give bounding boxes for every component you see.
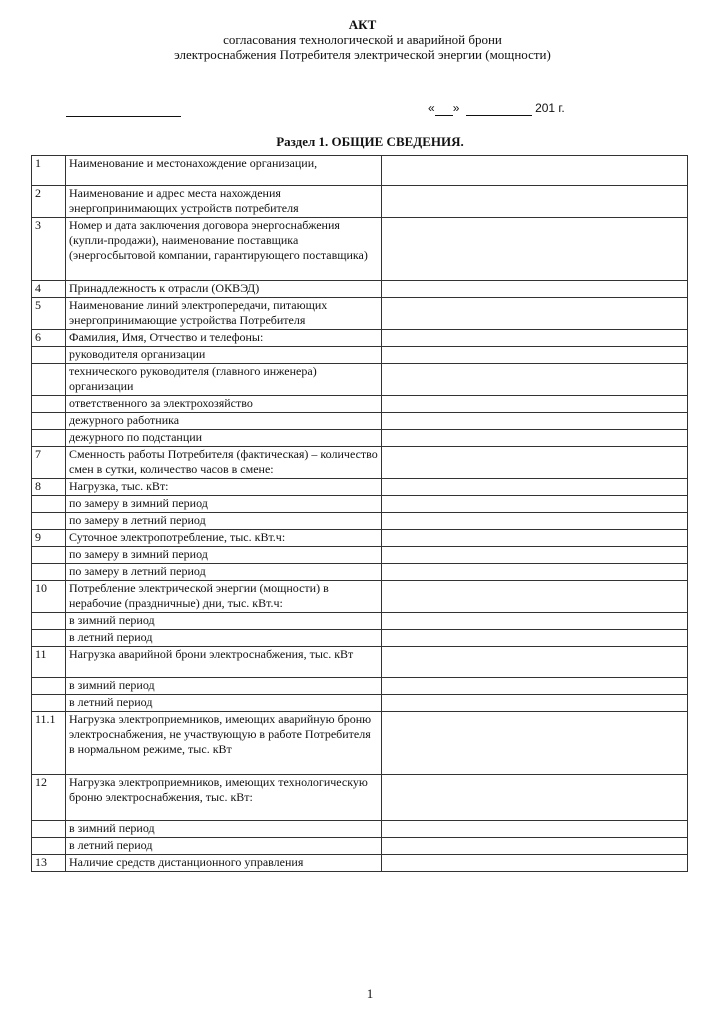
row-value-cell[interactable]: [382, 547, 688, 564]
row-number: 4: [32, 281, 66, 298]
table-row: [32, 695, 688, 712]
row-label: Суточное электропотребление, тыс. кВт.ч:: [66, 530, 382, 547]
table-row: [32, 298, 688, 330]
table-row: [32, 364, 688, 396]
row-label: по замеру в летний период: [66, 513, 382, 530]
row-value-cell[interactable]: [382, 838, 688, 855]
row-label: Сменность работы Потребителя (фактическая) – количество смен в сутки, количество часов в смене:: [66, 447, 382, 479]
year-text: 201 г.: [535, 101, 565, 115]
row-label: в летний период: [66, 630, 382, 647]
quote-open: «: [428, 101, 435, 115]
row-number: [32, 838, 66, 855]
table-row: [32, 430, 688, 447]
place-blank-line: [66, 103, 181, 117]
row-number: 9: [32, 530, 66, 547]
table-row: [32, 479, 688, 496]
row-value-cell[interactable]: [382, 479, 688, 496]
row-label: ответственного за электрохозяйство: [66, 396, 382, 413]
table-row: [32, 447, 688, 479]
table-row: [32, 630, 688, 647]
day-blank: [435, 103, 453, 116]
row-label: дежурного работника: [66, 413, 382, 430]
row-value-cell[interactable]: [382, 630, 688, 647]
row-label: в летний период: [66, 695, 382, 712]
row-label: Нагрузка аварийной брони электроснабжения, тыс. кВт: [66, 647, 382, 678]
row-number: [32, 513, 66, 530]
row-label: Наименование и адрес места нахождения энергопринимающих устройств потребителя: [66, 186, 382, 218]
table-row: [32, 330, 688, 347]
row-label: в зимний период: [66, 678, 382, 695]
row-value-cell[interactable]: [382, 712, 688, 775]
table-row: [32, 218, 688, 281]
row-number: [32, 547, 66, 564]
row-label: по замеру в летний период: [66, 564, 382, 581]
table-row: [32, 838, 688, 855]
table-row: [32, 347, 688, 364]
row-value-cell[interactable]: [382, 281, 688, 298]
row-label: Нагрузка электроприемников, имеющих технологическую броню электроснабжения, тыс. кВт:: [66, 775, 382, 821]
row-value-cell[interactable]: [382, 855, 688, 872]
row-value-cell[interactable]: [382, 447, 688, 479]
section-title: Раздел 1. ОБЩИЕ СВЕДЕНИЯ.: [276, 134, 464, 149]
row-number: [32, 347, 66, 364]
row-label: Потребление электрической энергии (мощности) в нерабочие (праздничные) дни, тыс. кВт.ч:: [66, 581, 382, 613]
row-value-cell[interactable]: [382, 396, 688, 413]
row-label: руководителя организации: [66, 347, 382, 364]
table-row: [32, 581, 688, 613]
row-number: 10: [32, 581, 66, 613]
row-label: дежурного по подстанции: [66, 430, 382, 447]
row-value-cell[interactable]: [382, 775, 688, 821]
table-row: [32, 613, 688, 630]
row-number: 1: [32, 156, 66, 186]
table-row: [32, 413, 688, 430]
row-number: [32, 413, 66, 430]
quote-close: »: [452, 101, 460, 115]
row-number: 8: [32, 479, 66, 496]
row-label: Наименование линий электропередачи, питающих энергопринимающие устройства Потребителя: [66, 298, 382, 330]
row-value-cell[interactable]: [382, 364, 688, 396]
row-value-cell[interactable]: [382, 347, 688, 364]
row-label: Номер и дата заключения договора энергоснабжения (купли-продажи), наименование поставщика (энергосбытовой компании, гарантирующего поставщика): [66, 218, 382, 281]
table-row: [32, 496, 688, 513]
general-info-table-body: [32, 156, 688, 872]
row-number: [32, 678, 66, 695]
table-row: [32, 186, 688, 218]
row-value-cell[interactable]: [382, 330, 688, 347]
row-number: [32, 613, 66, 630]
table-row: [32, 530, 688, 547]
row-number: [32, 695, 66, 712]
table-row: [32, 775, 688, 821]
row-number: 6: [32, 330, 66, 347]
row-value-cell[interactable]: [382, 186, 688, 218]
table-row: [32, 712, 688, 775]
row-value-cell[interactable]: [382, 564, 688, 581]
doc-subtitle-line-2: электроснабжения Потребителя электрической энергии (мощности): [174, 47, 551, 62]
row-number: [32, 396, 66, 413]
row-label: в зимний период: [66, 821, 382, 838]
row-number: 11.1: [32, 712, 66, 775]
row-value-cell[interactable]: [382, 298, 688, 330]
doc-subtitle-line-1: согласования технологической и аварийной брони: [223, 32, 502, 47]
row-value-cell[interactable]: [382, 695, 688, 712]
row-value-cell[interactable]: [382, 581, 688, 613]
row-value-cell[interactable]: [382, 430, 688, 447]
table-row: [32, 513, 688, 530]
table-row: [32, 678, 688, 695]
row-label: технического руководителя (главного инженера) организации: [66, 364, 382, 396]
row-number: 2: [32, 186, 66, 218]
row-number: 12: [32, 775, 66, 821]
table-row: [32, 396, 688, 413]
row-number: 13: [32, 855, 66, 872]
row-value-cell[interactable]: [382, 156, 688, 186]
row-label: Нагрузка электроприемников, имеющих аварийную броню электроснабжения, не участвующую в работе Потребителя в нормальном режиме, тыс. кВт: [66, 712, 382, 775]
row-label: Наличие средств дистанционного управления: [66, 855, 382, 872]
table-row: [32, 547, 688, 564]
date-line: [428, 101, 565, 116]
row-number: 5: [32, 298, 66, 330]
row-number: [32, 821, 66, 838]
row-number: [32, 430, 66, 447]
row-number: 3: [32, 218, 66, 281]
page-number: 1: [366, 986, 374, 1001]
row-label: по замеру в зимний период: [66, 547, 382, 564]
row-value-cell[interactable]: [382, 218, 688, 281]
table-row: [32, 821, 688, 838]
table-row: [32, 855, 688, 872]
table-row: [32, 281, 688, 298]
month-blank: [466, 103, 532, 116]
row-label: по замеру в зимний период: [66, 496, 382, 513]
row-value-cell[interactable]: [382, 678, 688, 695]
row-number: 7: [32, 447, 66, 479]
row-label: Нагрузка, тыс. кВт:: [66, 479, 382, 496]
row-number: [32, 496, 66, 513]
row-value-cell[interactable]: [382, 530, 688, 547]
row-label: в летний период: [66, 838, 382, 855]
row-value-cell[interactable]: [382, 821, 688, 838]
row-value-cell[interactable]: [382, 413, 688, 430]
row-number: [32, 364, 66, 396]
general-info-table: [31, 155, 688, 872]
row-label: Наименование и местонахождение организации,: [66, 156, 382, 186]
doc-title: АКТ: [348, 17, 377, 32]
row-number: [32, 564, 66, 581]
table-row: [32, 564, 688, 581]
row-value-cell[interactable]: [382, 647, 688, 678]
table-row: [32, 647, 688, 678]
row-value-cell[interactable]: [382, 613, 688, 630]
row-number: [32, 630, 66, 647]
row-label: Принадлежность к отрасли (ОКВЭД): [66, 281, 382, 298]
row-label: в зимний период: [66, 613, 382, 630]
row-number: 11: [32, 647, 66, 678]
row-value-cell[interactable]: [382, 496, 688, 513]
row-label: Фамилия, Имя, Отчество и телефоны:: [66, 330, 382, 347]
table-row: [32, 156, 688, 186]
row-value-cell[interactable]: [382, 513, 688, 530]
